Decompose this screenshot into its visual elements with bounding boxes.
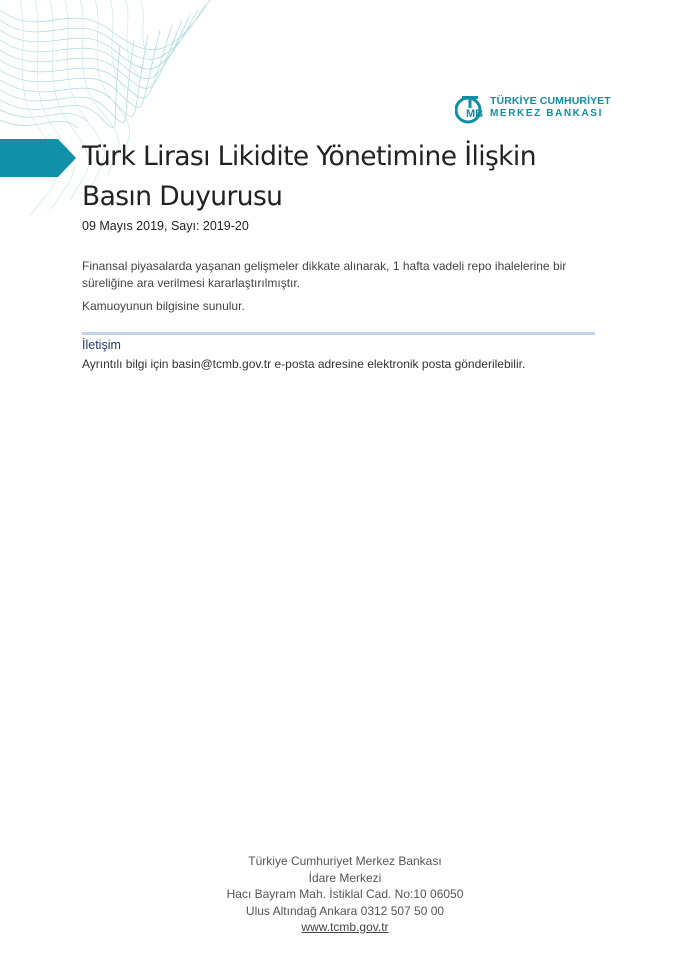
section-divider (82, 332, 595, 335)
title-line-2: Basın Duyurusu (82, 181, 283, 212)
title-arrow-marker (0, 139, 76, 177)
footer-address (0, 853, 690, 936)
paragraph-line-2: süreliğine ara verilmesi kararlaştırılmıştır. (82, 276, 301, 290)
footer-bank-name: Türkiye Cumhuriyet Merkez Bankası (248, 854, 442, 868)
contact-text: Ayrıntılı bilgi için basin@tcmb.gov.tr e-posta adresine elektronik posta gönderilebilir. (82, 357, 526, 371)
title-line-1: Türk Lirası Likidite Yönetimine İlişkin (82, 141, 536, 172)
logo-text-line1: TÜRKİYE CUMHURİYET (490, 95, 611, 107)
footer-street: Hacı Bayram Mah. İstiklal Cad. No:10 06050 (226, 887, 464, 901)
document-title (82, 137, 602, 217)
website-link[interactable]: www.tcmb.gov.tr (301, 920, 389, 934)
tcmb-emblem-icon (455, 92, 487, 124)
publication-date: 09 Mayıs 2019, Sayı: 2019-20 (82, 219, 249, 233)
paragraph-line-1: Finansal piyasalarda yaşanan gelişmeler dikkate alınarak, 1 hafta vadeli repo ihalelerine bir (82, 259, 567, 273)
logo-text-line2: MERKEZ BANKASI (490, 108, 603, 119)
footer-office: İdare Merkezi (308, 870, 382, 885)
closing-paragraph: Kamuoyunun bilgisine sunulur. (82, 299, 245, 313)
announcement-paragraph (82, 258, 582, 292)
footer-city-phone: Ulus Altındağ Ankara 0312 507 50 00 (245, 903, 445, 918)
svg-text:MB: MB (466, 108, 484, 120)
contact-heading: İletişim (82, 338, 121, 352)
tcmb-logo (455, 92, 611, 124)
